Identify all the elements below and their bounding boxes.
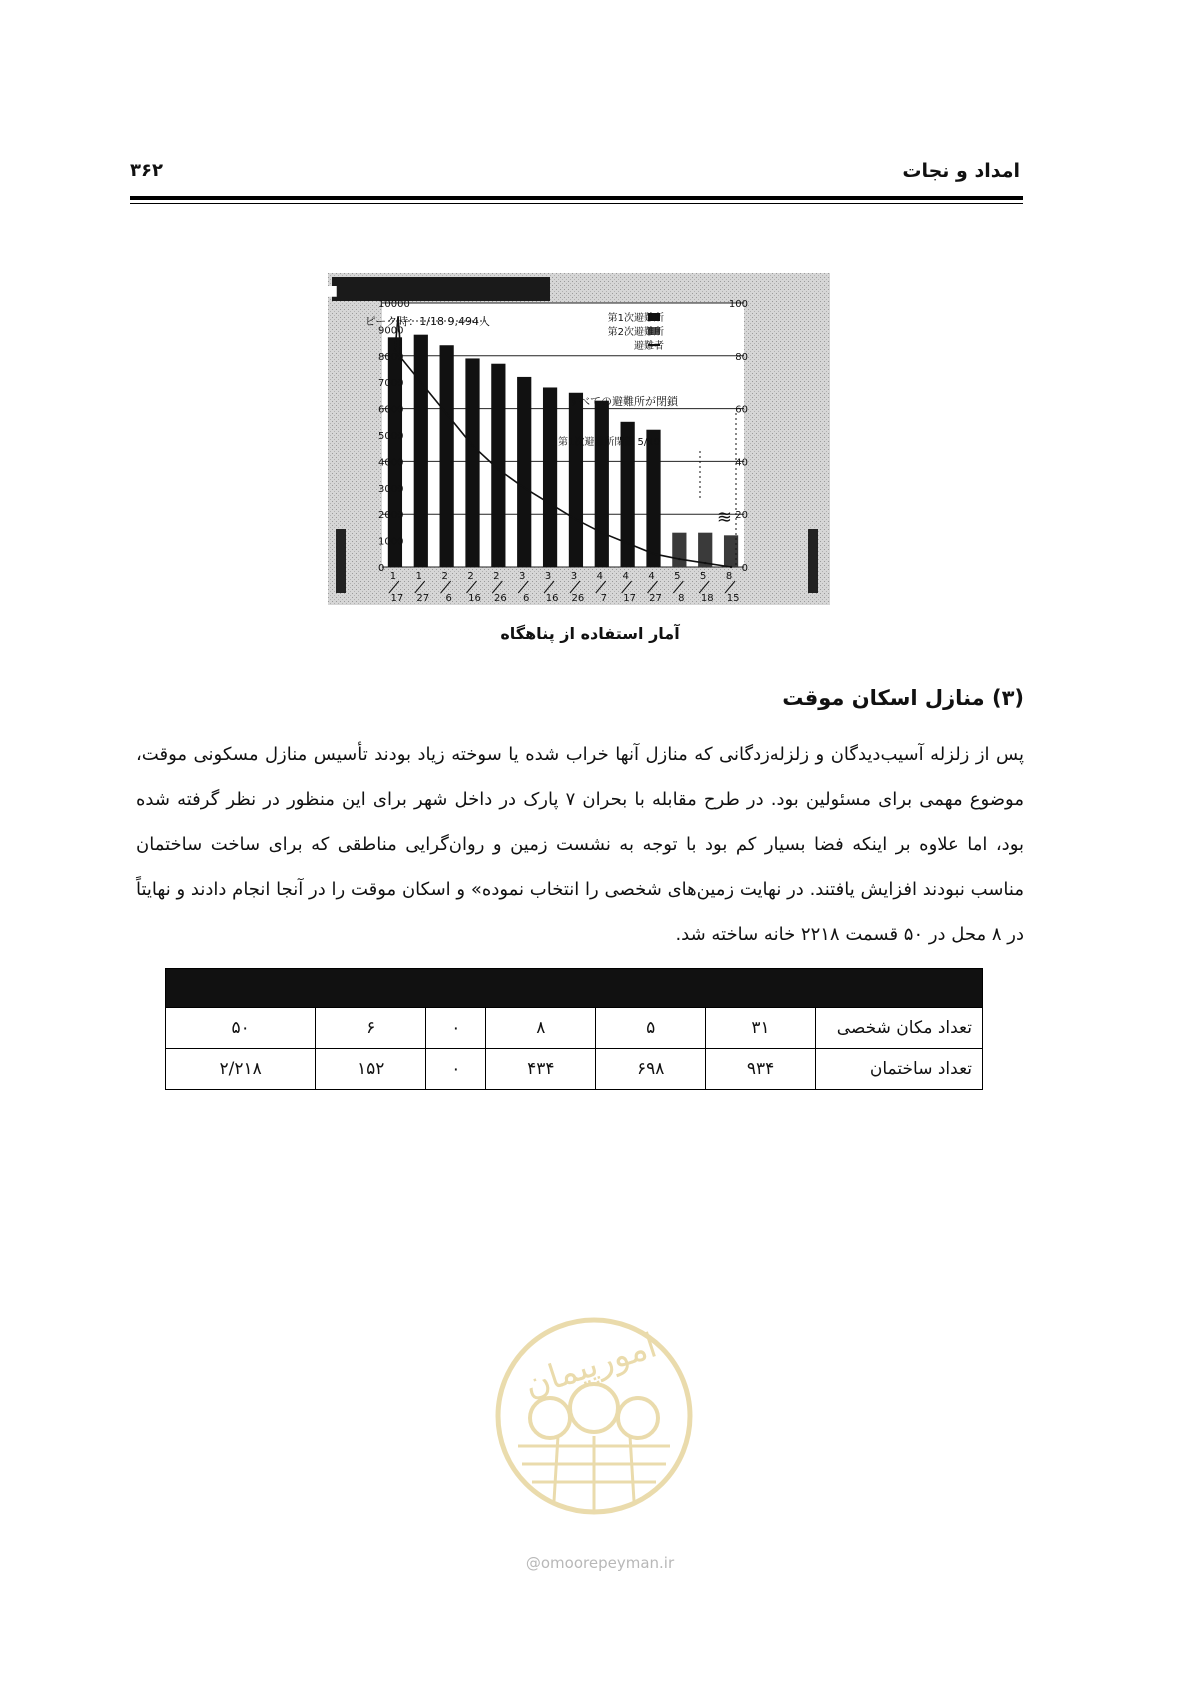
chart-bar <box>388 337 402 567</box>
x-tick-day: 8 <box>678 593 685 604</box>
y-tick-label-right: 100 <box>728 299 748 310</box>
row-label: تعداد ساختمان <box>816 1049 983 1090</box>
chart-bar <box>465 358 479 567</box>
legend-primary-shelter: 第1次避難所 <box>607 313 664 324</box>
evacuee-point <box>730 566 732 568</box>
y-tick-label: 1000 <box>378 536 404 548</box>
body-paragraph <box>136 732 1024 957</box>
x-tick-month: 1 <box>389 571 397 582</box>
x-tick-month: 5 <box>700 571 707 582</box>
x-tick-month: 1 <box>415 571 422 582</box>
x-tick-day: 27 <box>416 593 430 604</box>
chart-bar <box>517 377 531 567</box>
section-heading: (۳) منازل اسکان موقت <box>782 686 1024 710</box>
table-cell: ۶۹۸ <box>596 1049 706 1090</box>
x-tick-day: 26 <box>493 593 507 604</box>
y-tick-label: 6000 <box>378 404 404 416</box>
x-tick-month: 4 <box>622 571 629 582</box>
table-row <box>166 1049 983 1090</box>
table-header-band <box>166 969 983 1008</box>
gear-icon <box>618 1398 658 1438</box>
y-tick-label: 0 <box>378 563 385 574</box>
table-cell: ۸ <box>486 1008 596 1049</box>
y-tick-label: 10000 <box>378 299 410 310</box>
evacuee-point <box>471 444 473 446</box>
chart-title: ■避難所・避難者数推移 <box>184 283 338 299</box>
evacuee-point <box>420 381 422 383</box>
running-header-title: امداد و نجات <box>902 160 1020 182</box>
gear-icon <box>570 1384 618 1432</box>
evacuee-point <box>678 558 680 560</box>
watermark-site: @omoorepeyman.ir <box>525 1554 675 1572</box>
y-tick-label-right: 20 <box>735 510 748 522</box>
y-tick-label: 5000 <box>378 431 404 442</box>
x-tick-month: 3 <box>519 571 526 582</box>
x-tick-day: 6 <box>445 593 452 604</box>
chart-svg <box>184 273 830 605</box>
x-tick-day: 18 <box>700 593 714 604</box>
evacuee-point <box>601 531 603 533</box>
x-tick-day: 17 <box>390 593 404 604</box>
table-cell: ۳۱ <box>706 1008 816 1049</box>
header-rule <box>130 196 1023 200</box>
table-cell: ۴۳۴ <box>486 1049 596 1090</box>
x-tick-month: 3 <box>544 571 552 582</box>
watermark-logo <box>488 1296 700 1596</box>
table-cell: ۶ <box>316 1008 426 1049</box>
table-header-row <box>166 969 983 1008</box>
evacuee-point <box>497 468 499 470</box>
table-cell: ۲/۲۱۸ <box>166 1049 316 1090</box>
watermark-logo-text: امورپیمان <box>519 1325 662 1406</box>
y-tick-label: 2000 <box>378 510 404 522</box>
chart-bar <box>569 393 583 567</box>
x-tick-day: 15 <box>726 593 740 604</box>
peak-label: ピーク時：1/18 9,494人 <box>364 315 490 328</box>
x-tick-month: 2 <box>493 571 500 582</box>
y-tick-label: 3000 <box>378 483 404 495</box>
chart-bar <box>543 387 557 567</box>
x-tick-day: 27 <box>649 593 662 604</box>
gear-icon <box>530 1398 570 1438</box>
y-tick-label: 4000 <box>378 457 404 469</box>
chart-bar <box>414 335 428 567</box>
chart-bar <box>646 430 660 567</box>
chart-title-bar <box>332 277 550 301</box>
x-tick-day: 16 <box>545 593 559 604</box>
y-tick-label: 9000 <box>378 325 404 337</box>
evacuee-point <box>445 413 447 415</box>
y-tick-label-right: 80 <box>735 351 748 363</box>
x-tick-day: 16 <box>468 593 481 604</box>
left-axis-unit <box>336 529 346 593</box>
page-number: ۳۶۲ <box>130 160 163 181</box>
y-tick-label-right: 0 <box>741 563 748 574</box>
table-cell: ۰ <box>426 1049 486 1090</box>
chart-bar <box>440 345 454 567</box>
header-rule-thin <box>130 203 1023 204</box>
x-tick-month: 5 <box>674 571 681 582</box>
evacuee-point <box>652 553 654 555</box>
x-tick-month: 2 <box>441 571 448 582</box>
evacuee-point <box>523 487 525 489</box>
y-tick-label: 7000 <box>378 378 404 390</box>
annotation-all-closed: すべての避難所が閉鎖 <box>568 395 678 408</box>
chart-bar <box>595 401 609 567</box>
evacuee-point <box>704 562 706 564</box>
row-label: تعداد مکان شخصی <box>816 1008 983 1049</box>
x-tick-day: 6 <box>523 593 530 604</box>
table-row <box>166 1008 983 1049</box>
housing-table <box>165 968 983 1090</box>
y-tick-label-right: 40 <box>735 457 748 469</box>
x-tick-month: 3 <box>570 571 578 582</box>
evacuee-point <box>575 518 577 520</box>
table-cell: ۹۳۴ <box>706 1049 816 1090</box>
plot-area <box>382 303 744 567</box>
y-tick-label: 8000 <box>378 351 404 363</box>
x-tick-month: 8 <box>725 571 733 582</box>
paragraph-text: پس از زلزله آسیب‌دیدگان و زلزله‌زدگانی که منازل آنها خراب شده یا سوخته زیاد بودند تأسیس منازل مسکونی موقت، موضوع مهمی برای مسئولین بود. در طرح مقابله با بحران ۷ پارک در داخل شهر برای این منظور در نظر گرفته شده بود، اما علاوه بر اینکه فضا بسیار کم بود با توجه به نشست زمین و روان‌گرایی مناطقی که برای ساخت ساختمان مناسب نبودند افزایش یافتند. در نهایت زمین‌های شخصی را انتخاب نموده» و اسکان موقت را در آنجا انجام دادند و نهایتاً در ۸ محل در ۵۰ قسمت ۲۲۱۸ خانه ساخته شد. <box>136 744 1025 945</box>
x-tick-month: 4 <box>648 571 655 582</box>
axis-break-icon: ≋ <box>716 507 732 528</box>
table-cell: ۵۰ <box>166 1008 316 1049</box>
chart-bar <box>672 533 686 567</box>
x-tick-month: 2 <box>467 571 474 582</box>
right-axis-unit <box>808 529 818 593</box>
legend-secondary-shelter: 第2次避難所 <box>607 327 664 338</box>
legend-evacuees: 避難者 <box>634 341 664 352</box>
shelter-chart <box>184 273 830 605</box>
annotation-first-closed: 5/10 第1次避難所閉鎖 <box>557 437 660 448</box>
table-cell: ۱۵۲ <box>316 1049 426 1090</box>
chart-bar <box>724 535 738 567</box>
x-tick-day: 26 <box>571 593 585 604</box>
x-tick-month: 4 <box>596 571 603 582</box>
x-tick-day: 17 <box>623 593 637 604</box>
evacuee-point <box>549 502 551 504</box>
table-cell: ۵ <box>596 1008 706 1049</box>
figure-caption: آمار استفاده از پناهگاه <box>500 624 680 643</box>
y-tick-label-right: 60 <box>735 404 748 416</box>
evacuee-point <box>626 542 628 544</box>
table-cell: ۰ <box>426 1008 486 1049</box>
x-tick-day: 7 <box>600 593 607 604</box>
